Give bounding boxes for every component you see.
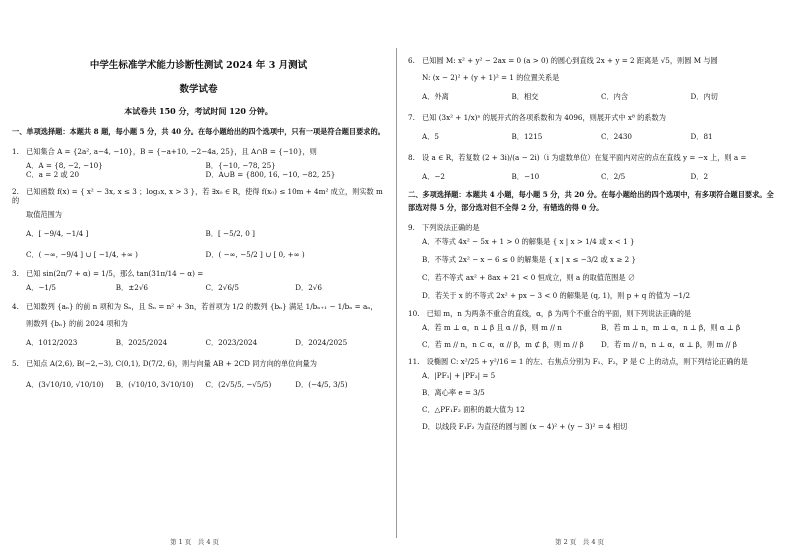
question-10 xyxy=(408,309,780,349)
question-stem-cont: N: (x − 2)² + (y + 1)² = 1 的位置关系是 xyxy=(422,73,560,82)
exam-info: 本试卷共 150 分，考试时间 120 分钟。 xyxy=(124,105,273,116)
option-b: B．相交 xyxy=(511,92,539,101)
option-b: B．−10 xyxy=(511,172,540,181)
option-b: B．{−10, −78, 25} xyxy=(205,160,276,170)
option-b: B．不等式 2x² − x − 6 ≤ 0 的解集是 { x | x ≤ −3/2 或 x ≥ 2 } xyxy=(422,254,637,264)
options xyxy=(408,323,780,349)
option-a: A．1012/2023 xyxy=(26,337,78,347)
option-d: D．2√6 xyxy=(295,282,322,292)
option-d: D．以线段 F₁F₂ 为直径的圆与圆 (x − 4)² + (y − 3)² = 4 相切 xyxy=(422,421,628,431)
question-4 xyxy=(12,302,385,347)
option-d: D．2024/2025 xyxy=(295,337,348,347)
option-a: A．|PF₁| + |PF₂| = 5 xyxy=(422,370,496,380)
question-stem: 7. 已知 (3x² + 1/x)ⁿ 的展开式的各项系数和为 4096，则展开式中 x⁸ 的系数为 xyxy=(408,113,666,122)
question-5 xyxy=(12,359,385,389)
option-a: A．5 xyxy=(422,132,439,141)
section-multiple-choice: 二、多项选择题：本题共 4 小题，每小题 5 分，共 20 分。在每小题给出的四个选项中，有多项符合题目要求。全部选对得 5 分，部分选对但不全得 2 分，有错选的得 0 分。 xyxy=(408,190,774,212)
option-a: A．−2 xyxy=(422,172,445,181)
options xyxy=(408,132,780,141)
left-page xyxy=(0,0,395,558)
option-d: D．若 m // n，n ⊥ α，α ⊥ β，则 m // β xyxy=(601,339,737,349)
option-b: B．2025/2024 xyxy=(115,337,168,347)
option-b: B．±2√6 xyxy=(115,282,148,292)
option-a: A．若 m ⊥ α，n ⊥ β 且 α // β，则 m // n xyxy=(422,322,562,332)
question-stem: 3. 已知 sin(2π/7 + α) = 1/5，那么 tan(31π/14 − α) = xyxy=(12,268,204,278)
option-d: D．内切 xyxy=(690,92,718,101)
option-c: C．2/5 xyxy=(601,172,626,181)
option-c: C．若不等式 ax² + 8ax + 21 < 0 恒成立，则 a 的取值范围是 ∅ xyxy=(422,272,636,282)
option-d: D．( −∞, −5/2 ] ∪ [ 0, +∞ ) xyxy=(205,249,305,259)
question-stem: 9. 下列说法正确的是 xyxy=(408,222,480,232)
option-c: C．内含 xyxy=(601,92,629,101)
page-divider xyxy=(396,48,397,538)
options xyxy=(408,172,780,181)
right-page xyxy=(398,0,794,558)
question-6 xyxy=(408,56,780,101)
option-b: B．离心率 e = 3/5 xyxy=(422,387,485,397)
option-c: C．2023/2024 xyxy=(205,337,258,347)
question-stem: 10. 已知 m，n 为两条不重合的直线，α，β 为两个不重合的平面，则下列说法正确的是 xyxy=(408,308,692,318)
page-number-right: 第 2 页 共 4 页 xyxy=(555,537,605,546)
option-c: C．2430 xyxy=(601,132,632,141)
option-d: D．(−4/5, 3/5) xyxy=(295,379,348,389)
exam-subtitle: 数学试卷 xyxy=(179,83,218,95)
question-stem: 8. 设 a ∈ R，若复数 (2 + 3i)/(a − 2i)（i 为虚数单位）在复平面内对应的点在直线 y = −x 上，则 a = xyxy=(408,153,747,162)
question-11 xyxy=(408,357,780,431)
options xyxy=(12,338,385,347)
question-9 xyxy=(408,223,780,300)
question-7 xyxy=(408,113,780,141)
question-2 xyxy=(12,187,385,259)
options xyxy=(12,380,385,389)
option-c: C．( −∞, −9/4 ] ∪ [ −1/4, +∞ ) xyxy=(26,249,138,259)
option-b: B．[ −5/2, 0 ] xyxy=(205,228,255,238)
options xyxy=(408,92,780,101)
question-stem-cont: 则数列 {bₙ} 的前 2024 项和为 xyxy=(26,318,128,328)
option-c: C．a = 2 或 20 xyxy=(26,169,80,179)
option-b: B．1215 xyxy=(511,132,543,141)
option-c: C．若 m // n，n ⊂ α，α // β，m ⊄ β，则 m // β xyxy=(422,339,584,349)
question-stem: 4. 已知数列 {aₙ} 的前 n 项和为 Sₙ，且 Sₙ = n² + 3n，若首项为 1/2 的数列 {bₙ} 满足 1/bₙ₊₁ − 1/bₙ = aₙ， xyxy=(12,301,378,311)
option-a: A．(3√10/10, √10/10) xyxy=(26,379,104,389)
question-stem: 2. 已知函数 f(x) = { x² − 3x, x ≤ 3 ；log₃x, x > 3 }，若 ∃x₀ ∈ R，使得 f(x₀) ≤ 10m + 4m² 成立，则实数 m 的 xyxy=(12,186,383,205)
option-c: C．(2√5/5, −√5/5) xyxy=(205,379,272,389)
question-stem: 11. 设椭圆 C: x²/25 + y²/16 = 1 的左、右焦点分别为 F₁、F₂，P 是 C 上的动点，则下列结论正确的是 xyxy=(408,356,748,366)
question-8 xyxy=(408,153,780,181)
option-d: D．若关于 x 的不等式 2x² + px − 3 < 0 的解集是 (q, 1)，则 p + q 的值为 −1/2 xyxy=(422,290,691,300)
option-c: C．△PF₁F₂ 面积的最大值为 12 xyxy=(422,404,525,414)
options xyxy=(12,229,385,259)
question-stem: 5. 已知点 A(2,6), B(−2,−3), C(0,1), D(7/2, 6)，则与向量 AB + 2CD 同方向的单位向量为 xyxy=(12,358,317,368)
option-d: D．A∪B = {800, 16, −10, −82, 25} xyxy=(205,169,336,179)
section-single-choice: 一、单项选择题：本题共 8 题，每小题 5 分，共 40 分。在每小题给出的四个选项中，只有一项是符合题目要求的。 xyxy=(12,126,385,136)
option-d: D．81 xyxy=(690,132,713,141)
page-number-left: 第 1 页 共 4 页 xyxy=(170,537,220,546)
question-1 xyxy=(12,147,385,179)
option-b: B．若 m ⊥ n，m ⊥ α，n ⊥ β，则 α ⊥ β xyxy=(601,322,741,332)
option-a: A．外离 xyxy=(422,92,449,101)
question-stem: 1. 已知集合 A = {2a², a−4, −10}，B = {−a+10, −2−4a, 25}，且 A∩B = {−10}，则 xyxy=(12,146,317,156)
question-stem: 6. 已知圆 M: x² + y² − 2ax = 0 (a > 0) 的圆心到直线 2x + y = 2 距离是 √5，则圆 M 与圆 xyxy=(408,56,718,65)
option-a: A．不等式 4x² − 5x + 1 > 0 的解集是 { x | x > 1/4 或 x < 1 } xyxy=(422,236,635,246)
question-stem-cont: 取值范围为 xyxy=(26,209,62,219)
options xyxy=(12,283,385,292)
option-a: A．A = {8, −2, −10} xyxy=(26,160,103,170)
exam-title: 中学生标准学术能力诊断性测试 2024 年 3 月测试 xyxy=(89,60,308,71)
option-a: A．−1/5 xyxy=(26,282,56,292)
option-c: C．2√6/5 xyxy=(205,282,239,292)
options xyxy=(12,161,385,179)
option-b: B．(√10/10, 3√10/10) xyxy=(115,379,194,389)
option-d: D．2 xyxy=(690,172,709,181)
question-3 xyxy=(12,269,385,292)
option-a: A．[ −9/4, −1/4 ] xyxy=(26,228,89,238)
